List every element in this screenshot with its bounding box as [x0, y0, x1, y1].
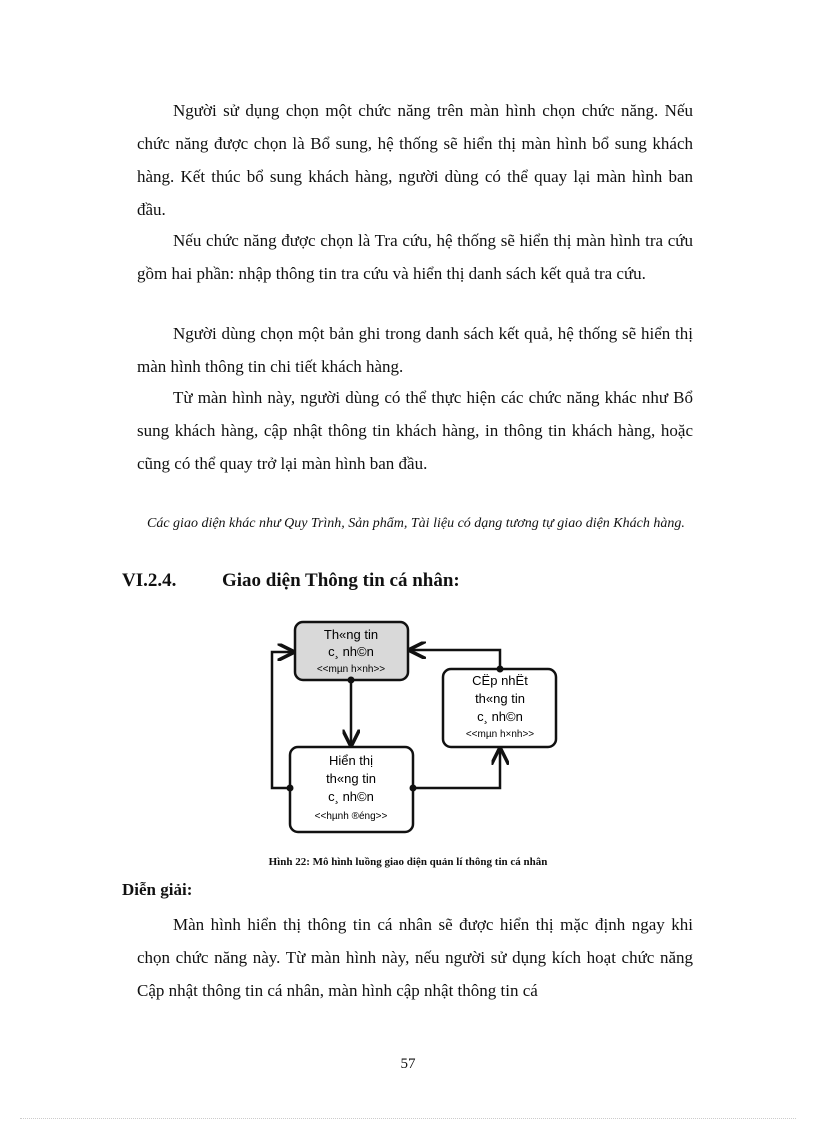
- box2-tag: <<hµnh ®éng>>: [314, 811, 388, 822]
- box-personal-info-screen: [295, 622, 408, 680]
- box3-line2: th«ng tin: [475, 691, 525, 706]
- box-update-personal-info: [443, 669, 556, 747]
- paragraph-2: Nếu chức năng được chọn là Tra cứu, hệ thống sẽ hiển thị màn hình tra cứu gồm hai phần: nhập thông tin tra cứu và hiển thị danh sách kết quả tra cứu.: [137, 231, 693, 283]
- paragraph-1: Người sử dụng chọn một chức năng trên màn hình chọn chức năng. Nếu chức năng được chọn là Bổ sung, hệ thống sẽ hiển thị màn hình bổ sung khách hàng. Kết thúc bổ sung khách hàng, người dùng có thể quay lại màn hình ban đầu.: [137, 101, 693, 219]
- box1-line2: c¸ nh©n: [328, 644, 374, 659]
- box2-line3: c¸ nh©n: [328, 789, 374, 804]
- arrow-screen-to-display: [348, 677, 355, 746]
- box3-line3: c¸ nh©n: [477, 709, 523, 724]
- box2-line2: th«ng tin: [326, 771, 376, 786]
- figure-caption: Hình 22: Mô hình luồng giao diện quản lí thông tin cá nhân: [268, 856, 548, 868]
- section-title: Giao diện Thông tin cá nhân:: [222, 570, 460, 591]
- box1-tag: <<mµn h×nh>>: [316, 664, 386, 675]
- explanation-heading: Diễn giải:: [122, 880, 193, 899]
- page-number: 57: [400, 1056, 416, 1072]
- footer-divider: [20, 1118, 796, 1119]
- explanation-paragraph: Màn hình hiển thị thông tin cá nhân sẽ được hiển thị mặc định ngay khi chọn chức năng này. Từ màn hình này, nếu người sử dụng kích hoạt chức năng Cập nhật thông tin cá nhân, màn hình cập nhật thông tin cá: [137, 915, 693, 1000]
- box3-tag: <<mµn h×nh>>: [465, 729, 535, 740]
- italic-note: Các giao diện khác như Quy Trình, Sản phẩm, Tài liệu có dạng tương tự giao diện Khách hàng.: [147, 516, 685, 531]
- paragraph-3: Người dùng chọn một bản ghi trong danh sách kết quả, hệ thống sẽ hiển thị màn hình thông tin chi tiết khách hàng.: [137, 324, 693, 376]
- box2-line1: Hiển thị: [328, 753, 374, 768]
- box1-line1: Th«ng tin: [323, 627, 379, 642]
- paragraph-4: Từ màn hình này, người dùng có thể thực hiện các chức năng khác như Bổ sung khách hàng, cập nhật thông tin khách hàng, in thông tin khách hàng, hoặc cũng có thể quay trở lại màn hình ban đầu.: [137, 388, 693, 473]
- flow-diagram: [255, 612, 575, 842]
- box-display-personal-info: [290, 747, 413, 832]
- section-heading: [122, 570, 460, 592]
- section-number: VI.2.4.: [122, 570, 177, 591]
- box3-line1: CËp nhËt: [472, 673, 528, 688]
- arrow-display-to-update: [410, 749, 501, 792]
